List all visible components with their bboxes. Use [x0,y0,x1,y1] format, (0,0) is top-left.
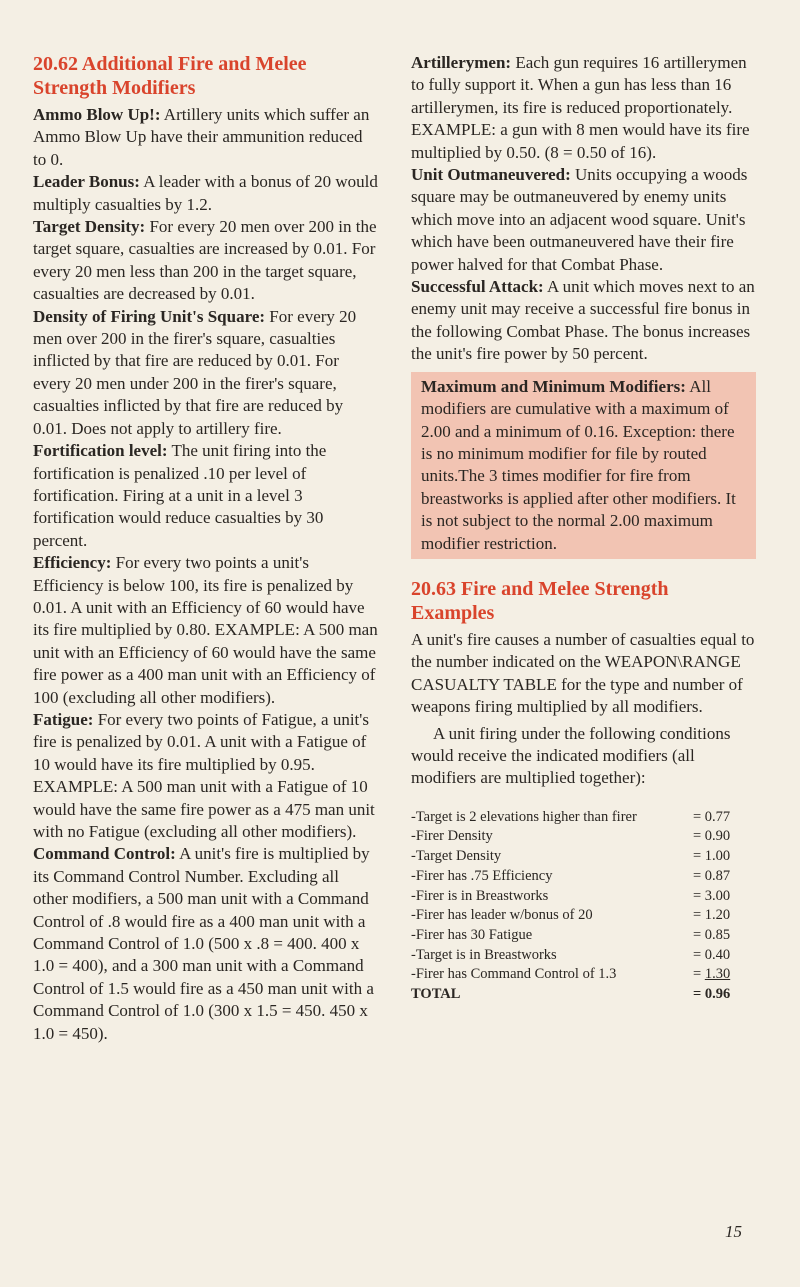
right-column [411,52,756,1005]
rule-term: Artillerymen: [411,53,512,72]
modifier-value: = 3.00 [693,887,731,904]
rule-text: All modifiers are cumulative with a maximum of 2.00 and a minimum of 0.16. Exception: there is no minimum modifier for file by routed units.The 3 times modifier for fire from breastworks is applied after other modifiers. It is not subject to the normal 2.00 maximum modifier restriction. [421,376,736,553]
modifier-row [411,847,751,867]
modifier-label: -Firer has Command Control of 1.3 [411,966,617,983]
rule-text: For every 20 men over 200 in the firer's square, casualties inflicted by that fire are reduced by 0.01. For every 20 men under 200 in the firer's square, casualties inflicted by that fire are reduced by 0.01. Does not apply to artillery fire. [33,306,357,438]
total-label: TOTAL [411,986,461,1003]
rule-text: The unit firing into the fortification is penalized .10 per level of fortification. Firing at a unit in a level 3 fortification would reduce casualties by 30 percent. [33,441,327,550]
modifier-label: -Firer has leader w/bonus of 20 [411,907,593,924]
rule-fortification [33,440,378,552]
modifier-row [411,867,751,887]
rule-efficiency [33,552,378,709]
modifier-row [411,827,751,847]
rule-leader-bonus [33,171,378,216]
modifier-label: -Target is 2 elevations higher than firer [411,808,637,825]
highlight-box-max-min [411,372,756,559]
modifier-label: -Firer is in Breastworks [411,887,549,904]
modifier-row [411,808,751,828]
rule-term: Fortification level: [33,441,168,461]
rule-target-density [33,216,378,306]
rule-term: Leader Bonus: [33,172,140,192]
rule-text: A unit which moves next to an enemy unit may receive a successful fire bonus in the following Combat Phase. The bonus increases the unit's fire power by 50 percent. [411,277,755,364]
modifier-row [411,946,751,966]
modifier-row [411,965,751,985]
modifier-value: = 1.00 [693,848,731,865]
page-number: 15 [725,1222,742,1241]
modifier-row [411,887,751,907]
left-column [33,52,378,1045]
rule-term: Density of Firing Unit's Square: [33,306,266,326]
section-heading-modifiers: 20.62 Additional Fire and Melee Strength Modifiers [33,53,307,99]
modifier-value: = 1.20 [693,907,731,924]
rule-term: Maximum and Minimum Modifiers: [421,376,686,396]
rule-term: Unit Outmaneuvered: [411,165,571,185]
modifier-value-underlined: 1.30 [704,966,731,983]
modifier-table [411,808,751,1005]
modifier-value: = 0.40 [693,946,731,963]
total-row [411,985,751,1005]
rule-text: For every 20 men over 200 in the target square, casualties are increased by 0.01. For every 20 men less than 200 in the target square, casualties are decreased by 0.01. [33,217,377,304]
rule-text: For every two points a unit's Efficiency is below 100, its fire is penalized by 0.01. A unit with an Efficiency of 60 would have its fire multiplied by 0.80. EXAMPLE: A 500 man unit with an Efficiency of 60 would have the same fire power as a 400 man unit with an Efficiency of 100 (excluding all other modifiers). [33,553,378,707]
modifier-label: -Target is in Breastworks [411,946,557,963]
rule-command-control [33,843,378,1045]
modifier-value: = 0.87 [693,867,731,884]
modifier-label: -Firer has 30 Fatigue [411,927,533,943]
modifier-value: = 0.90 [693,828,731,845]
modifier-value [693,965,751,985]
rule-text: A leader with a bonus of 20 would multiply casualties by 1.2. [33,172,378,214]
modifier-label: -Target Density [411,848,502,865]
rule-term: Target Density: [33,217,146,237]
rule-text: Each gun requires 16 artillerymen to fully support it. When a gun has less than 16 artillerymen, its fire is reduced proportionately. EXAMPLE: a gun with 8 men would have its fire multiplied by 0.50. (8 = 0.50 of 16). [411,53,750,162]
rule-outmaneuvered [411,164,756,276]
examples-paragraph: A unit firing under the following conditions would receive the indicated modifiers (all modifiers are multiplied together): [411,723,731,788]
modifier-value: = 0.85 [693,927,731,943]
modifier-row [411,906,751,926]
rule-ammo-blow-up [33,104,378,171]
rule-term: Command Control: [33,844,176,864]
modifier-label: -Firer has .75 Efficiency [411,867,553,884]
section-heading-examples: 20.63 Fire and Melee Strength Examples [411,577,669,624]
modifier-label: -Firer Density [411,828,493,845]
total-value: = 0.96 [693,986,731,1003]
rule-fatigue [33,709,378,843]
modifier-value: = 0.77 [693,808,731,825]
rule-successful-attack [411,276,756,366]
rule-term: Successful Attack: [411,277,544,297]
rule-artillerymen [411,52,756,164]
rule-text: Units occupying a woods square may be outmaneuvered by enemy units which move into an adjacent wood square. Unit's which have been outmaneuvered have their fire power halved for that Combat Phase. [411,165,748,274]
rule-text: Artillery units which suffer an Ammo Blow Up have their ammunition reduced to 0. [33,105,370,169]
modifier-row [411,926,751,946]
rule-text: A unit's fire is multiplied by its Command Control Number. Excluding all other modifiers, a 500 man unit with a Command Control of .8 would fire as a 400 man unit with a Command Control of 1.0 (500 x .8 = 400. 400 x 1.0 = 400), and a 300 man unit with a Command Control of 1.5 would fire as a 450 man unit with a Command Control of 1.0 (300 x 1.5 = 450. 450 x 1.0 = 450). [33,844,374,1043]
rule-term: Efficiency: [33,553,112,573]
modifier-value-prefix: = [693,966,705,983]
examples-paragraph: A unit's fire causes a number of casualties equal to the number indicated on the WEAPON\RANGE CASUALTY TABLE for the type and number of weapons firing multiplied by all modifiers. [411,629,755,717]
rule-term: Ammo Blow Up!: [33,105,161,124]
rule-text: For every two points of Fatigue, a unit's fire is penalized by 0.01. A unit with a Fatigue of 10 would have its fire multiplied by 0.95. EXAMPLE: A 500 man unit with a Fatigue of 10 would have the same fire power as a 475 man unit with no Fatigue (excluding all other modifiers). [33,709,375,841]
rule-firing-density [33,306,378,440]
rule-term: Fatigue: [33,709,94,729]
